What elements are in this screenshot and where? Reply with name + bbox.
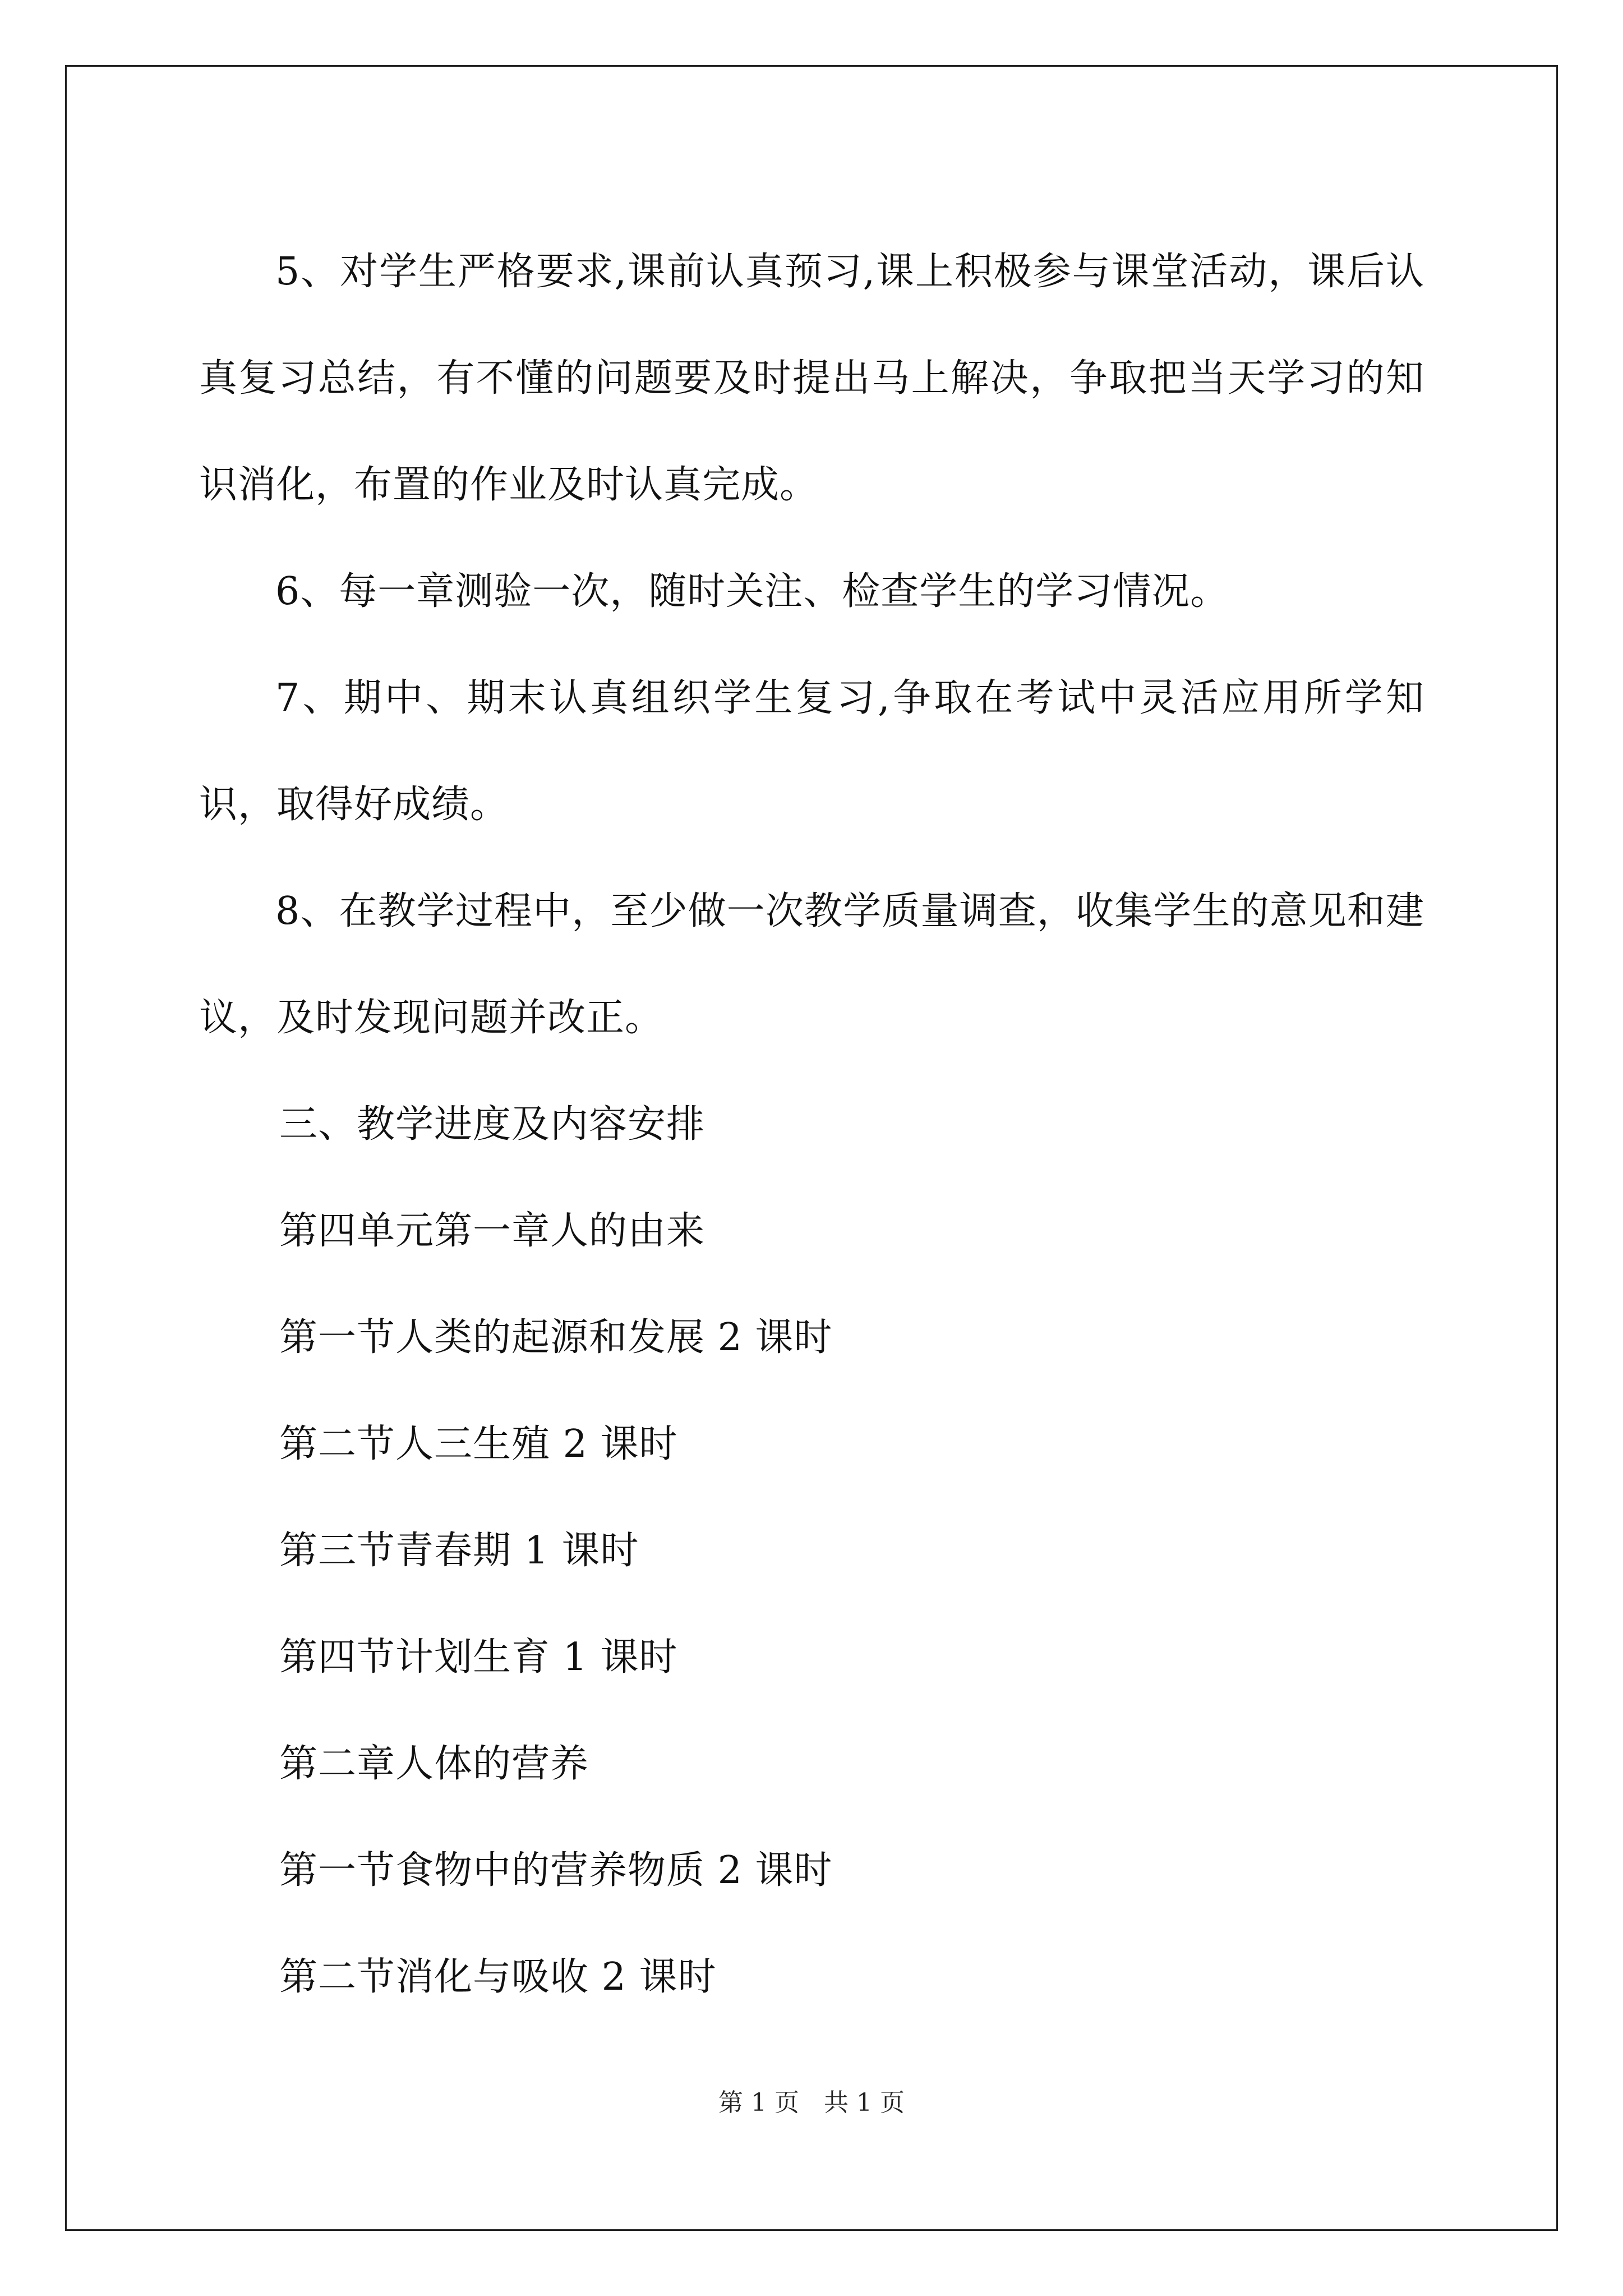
outline-line: 第二节消化与吸收 2 课时 [279,1955,717,1999]
outline-line: 第一节食物中的营养物质 2 课时 [279,1848,833,1893]
outline-line: 第四节计划生育 1 课时 [279,1635,678,1680]
outline-line: 第二节人三生殖 2 课时 [279,1422,678,1466]
paragraph-item-5: 5、对学生严格要求,课前认真预习,课上积极参与课堂活动，课后认真复习总结，有不懂的问题要及时提出马上解决，争取把当天学习的知识消化，布置的作业及时认真完成。 [199,250,1424,507]
outline-line: 第二章人体的营养 [279,1742,589,1786]
section-heading: 三、教学进度及内容安排 [279,1102,706,1147]
paragraph-item-6: 6、每一章测验一次，随时关注、检查学生的学习情况。 [275,569,1229,614]
outline-line: 第三节青春期 1 课时 [279,1529,639,1573]
outline-line: 第四单元第一章人的由来 [279,1209,706,1253]
page-number-footer: 第 1 页 共 1 页 [718,2088,905,2117]
paragraph-item-7: 7、期中、期末认真组织学生复习,争取在考试中灵活应用所学知识，取得好成绩。 [199,676,1424,827]
document-body [199,219,1424,2031]
outline-line: 第一节人类的起源和发展 2 课时 [279,1315,833,1360]
paragraph-item-8: 8、在教学过程中，至少做一次教学质量调查，收集学生的意见和建议，及时发现问题并改正。 [199,889,1424,1040]
